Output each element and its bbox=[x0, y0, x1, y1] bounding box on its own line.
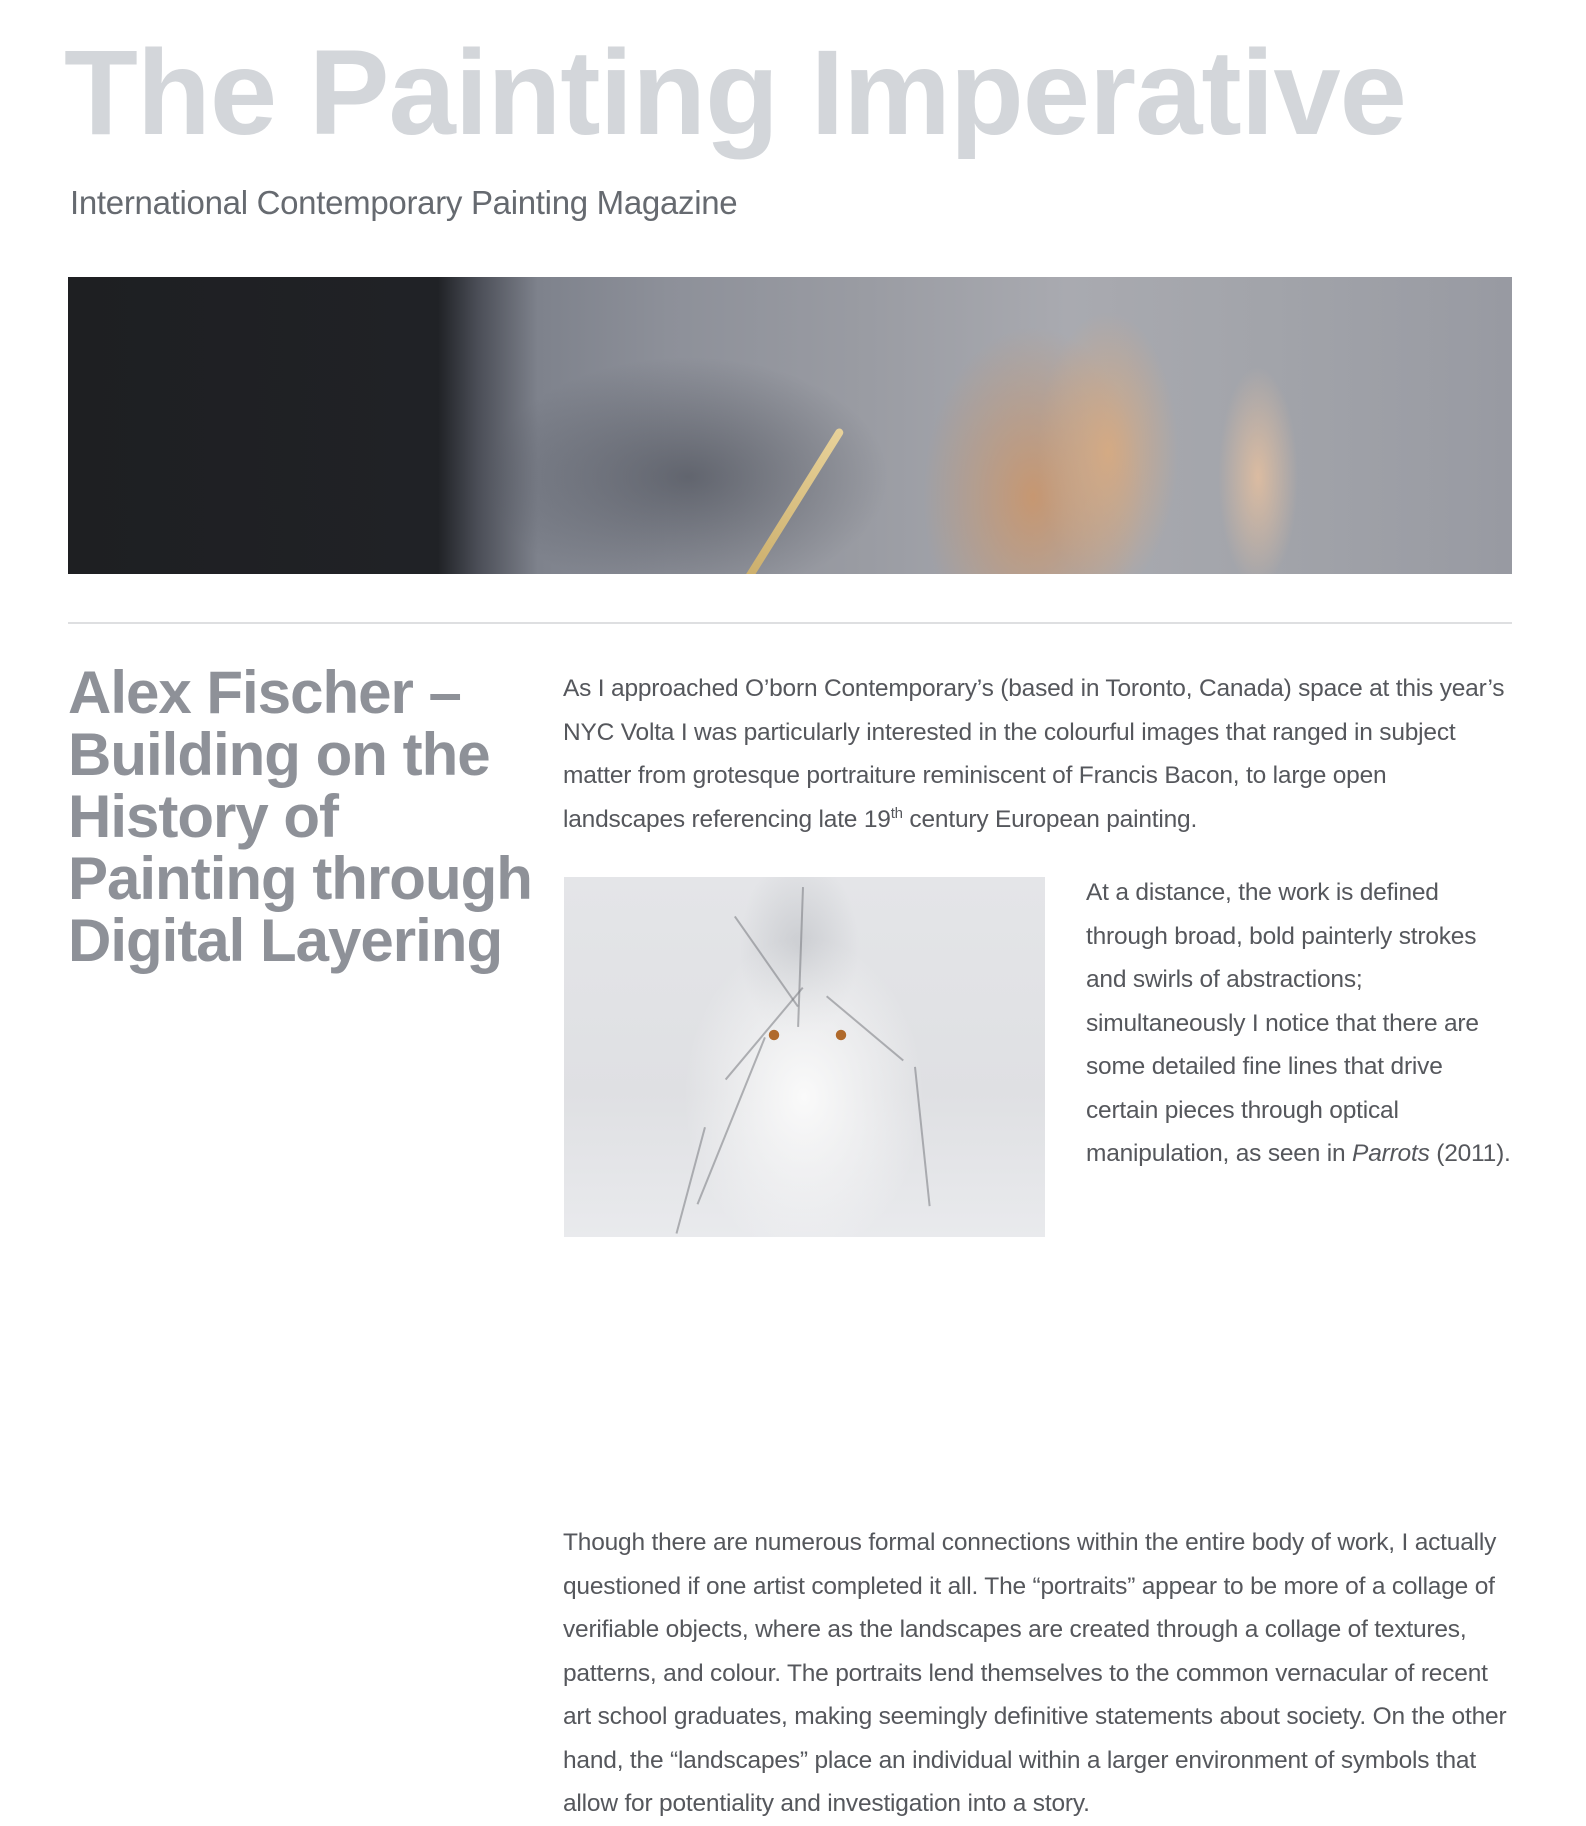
site-tagline: International Contemporary Painting Magazine bbox=[70, 184, 738, 221]
paintbrush-shape bbox=[732, 427, 845, 574]
artwork-stroke bbox=[734, 916, 799, 1007]
paragraph-text: century European painting. bbox=[902, 805, 1198, 833]
paragraph-text: (2011). bbox=[1429, 1140, 1511, 1167]
article-paragraph-1 bbox=[563, 667, 1513, 841]
artwork-stroke bbox=[725, 987, 804, 1080]
figure-row bbox=[563, 871, 1513, 1521]
paragraph-text: As I approached O’born Contemporary’s (based in Toronto, Canada) space at this year’s NYC Volta I was particularly interested in the colourful images that ranged in subject matter from grotesque portraiture reminiscent of Francis Bacon, to large open landscapes referencing late 19 bbox=[563, 675, 1505, 833]
artwork-stroke bbox=[697, 1037, 766, 1205]
site-title[interactable]: The Painting Imperative bbox=[64, 24, 1406, 160]
article-paragraph-3: Though there are numerous formal connections within the entire body of work, I actually questioned if one artist completed it all. The “portraits” appear to be more of a collage of verifiable objects, where as the landscapes are created through a collage of textures, patterns, and colour. The portraits lend themselves to the common vernacular of recent art school graduates, making seemingly definitive statements about society. On the other hand, the “landscapes” place an individual within a larger environment of symbols that allow for potentiality and investigation into a story. bbox=[563, 1529, 1507, 1817]
artwork-stroke bbox=[676, 1127, 706, 1234]
article-body bbox=[563, 667, 1513, 1826]
banner-image bbox=[68, 277, 1512, 574]
header-divider bbox=[68, 622, 1512, 624]
article-paragraph-2 bbox=[1086, 871, 1516, 1176]
artwork-image bbox=[564, 877, 1045, 1237]
ordinal-suffix: th bbox=[890, 804, 903, 822]
artwork-stroke bbox=[826, 995, 904, 1061]
artwork-stroke bbox=[914, 1067, 931, 1206]
artwork-title: Parrots bbox=[1352, 1140, 1430, 1167]
article-title[interactable]: Alex Fischer – Building on the History of Painting through Digital Layering bbox=[68, 659, 532, 974]
paragraph-text: At a distance, the work is defined through broad, bold painterly strokes and swirls of abstractions; simultaneously I notice that there are some detailed fine lines that drive certain pieces through optical manipulation, as seen in bbox=[1086, 879, 1479, 1167]
